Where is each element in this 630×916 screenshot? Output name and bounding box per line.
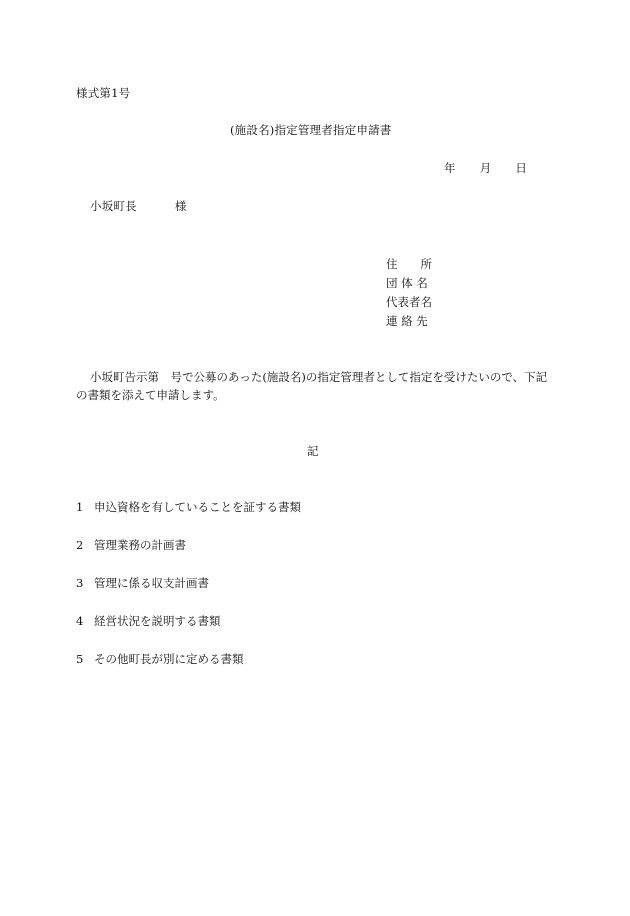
- date-year: 年: [444, 161, 456, 175]
- addressee-suffix: 様: [174, 199, 187, 213]
- date-month: 月: [479, 161, 492, 175]
- applicant-organization-label: 団 体 名: [386, 276, 428, 290]
- applicant-address-label: 住 所: [386, 257, 432, 271]
- addressee: [90, 199, 187, 213]
- list-item-number: 1: [76, 500, 84, 514]
- list-item: [76, 500, 301, 538]
- application-body-text: 小坂町告示第 号で公募のあった(施設名)の指定管理者として指定を受けたいので、下記の書類を添えて申請します。: [76, 370, 548, 402]
- list-item-text: 経営状況を説明する書類: [94, 614, 221, 628]
- applicant-representative-label: 代表者名: [386, 295, 432, 309]
- document-list: [76, 500, 301, 690]
- list-item: [76, 538, 301, 576]
- applicant-contact-label: 連 絡 先: [386, 314, 428, 328]
- list-item-text: 申込資格を有していることを証する書類: [94, 500, 301, 514]
- list-item-number: 3: [76, 576, 84, 590]
- list-item-number: 5: [76, 652, 84, 666]
- addressee-name: 小坂町長: [90, 199, 137, 213]
- list-item-text: その他町長が別に定める書類: [94, 652, 244, 666]
- form-number: 様式第1号: [76, 86, 131, 100]
- ki-heading: 記: [307, 444, 319, 458]
- list-item: [76, 614, 301, 652]
- applicant-block: [386, 255, 432, 331]
- list-item: [76, 652, 301, 690]
- list-item: [76, 576, 301, 614]
- date-line: [444, 161, 527, 175]
- list-item-text: 管理業務の計画書: [94, 538, 186, 552]
- list-item-text: 管理に係る収支計画書: [94, 576, 209, 590]
- list-item-number: 2: [76, 538, 84, 552]
- date-day: 日: [515, 161, 528, 175]
- list-item-number: 4: [76, 614, 84, 628]
- document-title: (施設名)指定管理者指定申請書: [230, 123, 392, 137]
